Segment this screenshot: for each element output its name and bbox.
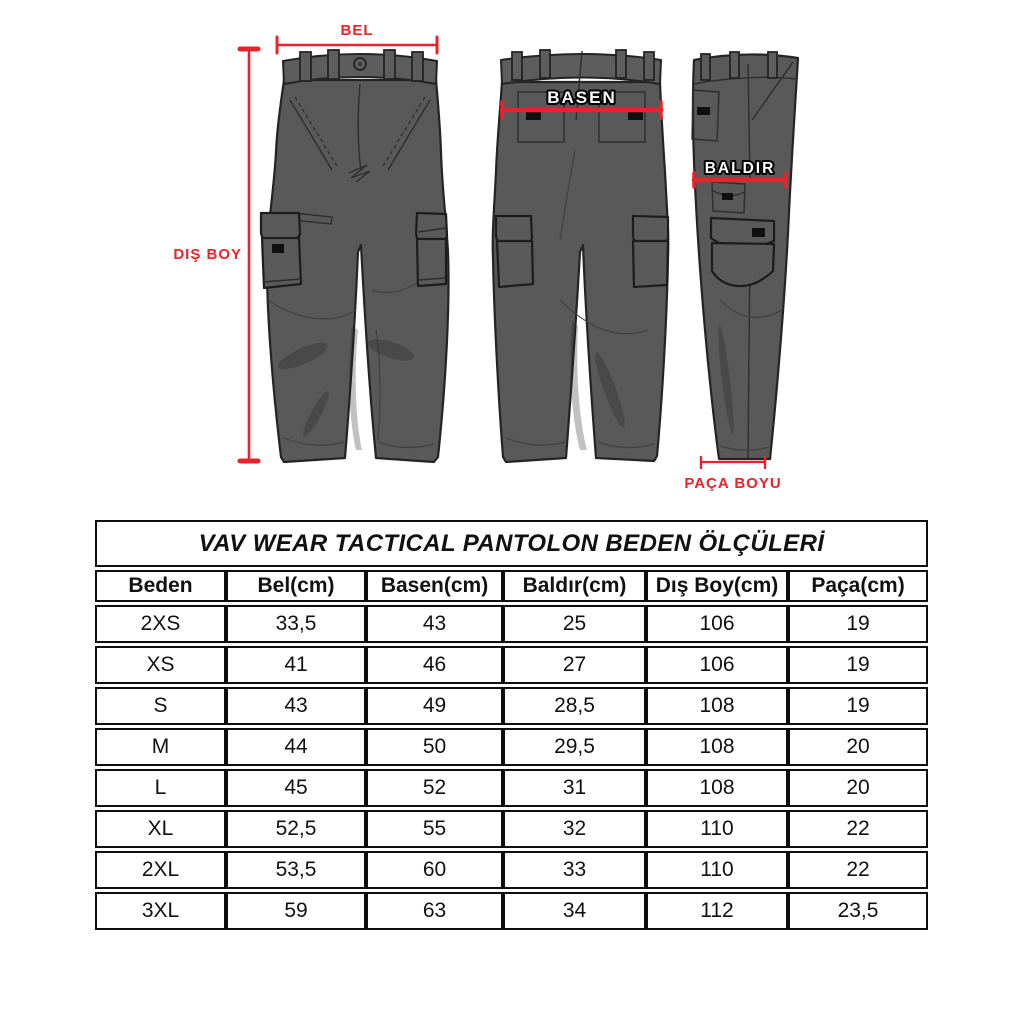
header-cell-disboy: Dış Boy(cm) <box>646 570 788 602</box>
size-cell: M <box>95 728 226 766</box>
table-row-3xl <box>95 892 928 930</box>
value-cell: 22 <box>788 851 928 889</box>
value-cell: 22 <box>788 810 928 848</box>
value-cell: 63 <box>366 892 503 930</box>
value-cell: 20 <box>788 769 928 807</box>
table-row-m <box>95 728 928 766</box>
size-cell: 2XL <box>95 851 226 889</box>
value-cell: 20 <box>788 728 928 766</box>
value-cell: 44 <box>226 728 366 766</box>
value-cell: 52 <box>366 769 503 807</box>
value-cell: 59 <box>226 892 366 930</box>
value-cell: 23,5 <box>788 892 928 930</box>
value-cell: 43 <box>366 605 503 643</box>
value-cell: 49 <box>366 687 503 725</box>
value-cell: 43 <box>226 687 366 725</box>
value-cell: 29,5 <box>503 728 646 766</box>
value-cell: 28,5 <box>503 687 646 725</box>
waist-label: BEL <box>340 22 374 39</box>
hem-length-label: PAÇA BOYU <box>684 475 782 492</box>
pants-side-view <box>692 52 798 459</box>
value-cell: 19 <box>788 605 928 643</box>
table-row-2xs <box>95 605 928 643</box>
size-cell: 2XS <box>95 605 226 643</box>
size-cell: XS <box>95 646 226 684</box>
value-cell: 108 <box>646 728 788 766</box>
value-cell: 31 <box>503 769 646 807</box>
value-cell: 110 <box>646 851 788 889</box>
table-row-s <box>95 687 928 725</box>
value-cell: 34 <box>503 892 646 930</box>
value-cell: 52,5 <box>226 810 366 848</box>
value-cell: 110 <box>646 810 788 848</box>
size-cell: XL <box>95 810 226 848</box>
size-table <box>95 517 928 933</box>
value-cell: 60 <box>366 851 503 889</box>
value-cell: 27 <box>503 646 646 684</box>
hem-length-measure <box>684 457 781 492</box>
value-cell: 106 <box>646 605 788 643</box>
size-cell: 3XL <box>95 892 226 930</box>
header-cell-paca: Paça(cm) <box>788 570 928 602</box>
table-title-row <box>95 520 928 567</box>
table-row-xl <box>95 810 928 848</box>
outer-length-measure <box>173 49 258 461</box>
header-cell-bel: Bel(cm) <box>226 570 366 602</box>
size-cell: L <box>95 769 226 807</box>
value-cell: 33 <box>503 851 646 889</box>
value-cell: 55 <box>366 810 503 848</box>
table-header-row <box>95 570 928 602</box>
value-cell: 25 <box>503 605 646 643</box>
value-cell: 32 <box>503 810 646 848</box>
value-cell: 112 <box>646 892 788 930</box>
value-cell: 19 <box>788 646 928 684</box>
header-cell-basen: Basen(cm) <box>366 570 503 602</box>
value-cell: 106 <box>646 646 788 684</box>
value-cell: 108 <box>646 769 788 807</box>
pants-front-view <box>261 50 449 462</box>
header-cell-beden: Beden <box>95 570 226 602</box>
value-cell: 19 <box>788 687 928 725</box>
pants-measurement-diagram <box>0 0 1024 510</box>
value-cell: 45 <box>226 769 366 807</box>
value-cell: 33,5 <box>226 605 366 643</box>
header-cell-baldir: Baldır(cm) <box>503 570 646 602</box>
value-cell: 46 <box>366 646 503 684</box>
outer-length-label: DIŞ BOY <box>173 246 242 263</box>
table-row-2xl <box>95 851 928 889</box>
hip-label: BASEN <box>547 88 617 107</box>
value-cell: 53,5 <box>226 851 366 889</box>
size-cell: S <box>95 687 226 725</box>
table-row-l <box>95 769 928 807</box>
table-title: VAV WEAR TACTICAL PANTOLON BEDEN ÖLÇÜLERİ <box>95 520 928 567</box>
table-row-xs <box>95 646 928 684</box>
value-cell: 41 <box>226 646 366 684</box>
thigh-label: BALDIR <box>704 160 776 177</box>
waist-measure <box>277 22 437 53</box>
value-cell: 108 <box>646 687 788 725</box>
value-cell: 50 <box>366 728 503 766</box>
